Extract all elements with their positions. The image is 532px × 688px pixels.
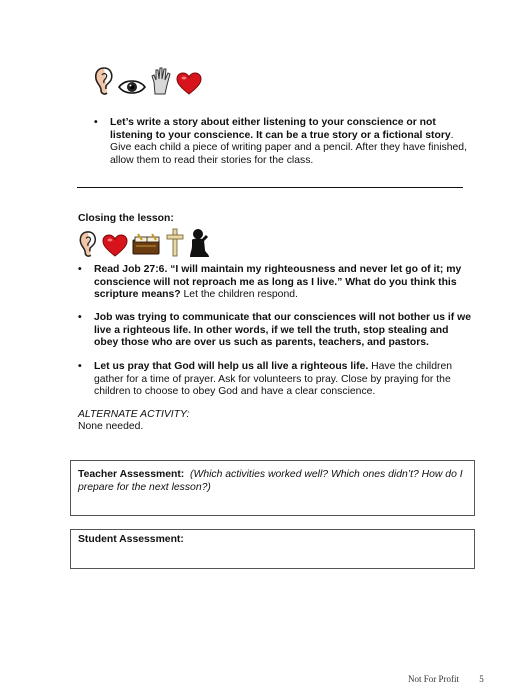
bullet-bold-text: Job was trying to communicate that our consciences will not bother us if we live a righteous life. In other words, if we tell the truth, stop stealing and obey those who are over us such as parents, teachers, and pastors. xyxy=(94,312,472,349)
heart-icon xyxy=(176,72,202,96)
bullet-dot: • xyxy=(94,117,98,128)
closing-bullet-3 xyxy=(78,361,473,399)
page-number: 5 xyxy=(479,674,484,684)
closing-bullet-1 xyxy=(78,264,473,302)
teacher-assessment-label: Teacher Assessment: xyxy=(78,469,185,480)
teacher-assessment-prompt: (Which activities worked well? Which ones didn’t? How do I prepare for the next lesson?) xyxy=(78,469,463,493)
bullet-dot: • xyxy=(78,264,82,275)
ear-icon xyxy=(94,66,114,96)
student-assessment-label: Student Assessment: xyxy=(78,534,184,545)
alternate-heading: ALTERNATE ACTIVITY: xyxy=(78,409,190,420)
cross-icon xyxy=(166,228,184,258)
teacher-assessment-box[interactable] xyxy=(70,460,475,516)
footer xyxy=(408,674,484,684)
praying-child-icon xyxy=(188,228,210,258)
bullet-normal-text: Have the children gather for a time of prayer. Ask for volunteers to pray. Close by praying for the children to choose to obey God and have a clear conscience. xyxy=(94,361,453,398)
closing-heading: Closing the lesson: xyxy=(78,213,174,224)
top-icon-row xyxy=(94,66,202,96)
alternate-text: None needed. xyxy=(78,421,144,432)
footer-text: Not For Profit xyxy=(408,674,460,684)
activity-bullet xyxy=(94,117,476,167)
heart-icon xyxy=(102,234,128,258)
activity-normal-text: . Give each child a piece of writing paper and a pencil. After they have finished, allow them to read their stories for the class. xyxy=(110,129,467,166)
student-assessment-box[interactable] xyxy=(70,529,475,569)
ear-icon xyxy=(78,230,98,258)
bible-icon xyxy=(132,232,162,258)
bullet-bold-text: Let us pray that God will help us all live a righteous life. xyxy=(94,361,369,372)
bullet-dot: • xyxy=(78,312,82,323)
bullet-normal-text: Let the children respond. xyxy=(180,289,298,301)
bullet-dot: • xyxy=(78,361,82,372)
eye-icon xyxy=(118,78,146,96)
activity-bold-text: Let’s write a story about either listening to your conscience or not listening to your conscience. It can be a true story or a fictional story xyxy=(110,117,451,141)
closing-bullet-2 xyxy=(78,312,473,350)
divider-line xyxy=(77,187,463,188)
closing-icon-row xyxy=(78,228,210,258)
bullet-bold-text: Read Job 27:6. “I will maintain my righteousness and never let go of it; my conscience will not reproach me as long as I live.” What do you think this scripture means? xyxy=(94,264,462,301)
hand-icon xyxy=(150,66,172,96)
